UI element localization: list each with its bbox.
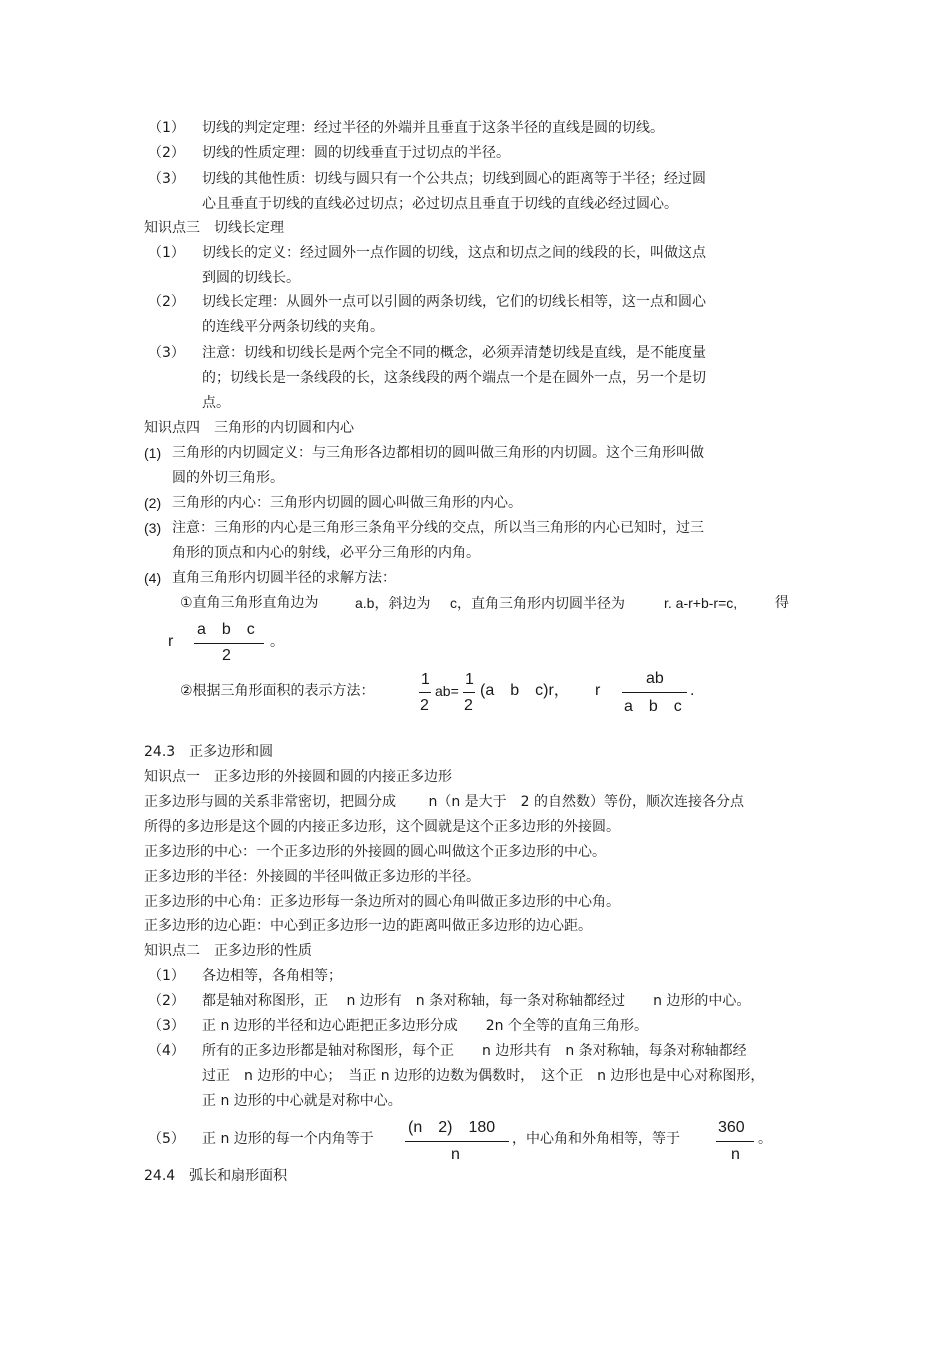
item-text: 都是轴对称图形，正 n 边形有 n 条对称轴，每一条对称轴都经过 n 边形的中心。 bbox=[202, 993, 751, 1009]
method-text: r. a-r+b-r=c, bbox=[664, 595, 738, 611]
item-number: (3) bbox=[144, 520, 162, 536]
method-text: c，直角三角形内切圆半径为 bbox=[450, 595, 625, 611]
item-text: 直角三角形内切圆半径的求解方法： bbox=[172, 570, 396, 586]
item-text-cont: 角形的顶点和内心的射线，必平分三角形的内角。 bbox=[172, 545, 480, 561]
item-text: 切线的其他性质：切线与圆只有一个公共点；切线到圆心的距离等于半径；经过圆 bbox=[202, 171, 706, 187]
method-text: 得 bbox=[775, 595, 789, 611]
paragraph-line: 所得的多边形是这个圆的内接正多边形，这个圆就是这个正多边形的外接圆。 bbox=[144, 819, 620, 835]
item-text-cont: 点。 bbox=[202, 395, 230, 411]
fraction-numerator: 1 bbox=[465, 671, 474, 688]
formula-text: (a b c)r， bbox=[480, 682, 570, 699]
paragraph-line: 正多边形的中心：一个正多边形的外接圆的圆心叫做这个正多边形的中心。 bbox=[144, 844, 606, 860]
fraction-bar bbox=[194, 643, 264, 644]
item-number: （3） bbox=[148, 345, 185, 361]
item-number: （1） bbox=[148, 968, 185, 984]
formula-end: . bbox=[690, 683, 695, 699]
item-number: （3） bbox=[148, 171, 185, 187]
fraction-numerator: ab bbox=[646, 670, 664, 687]
item-text: 注意：三角形的内心是三角形三条角平分线的交点，所以当三角形的内心已知时，过三 bbox=[172, 520, 704, 536]
item-text: 切线长定理：从圆外一点可以引圆的两条切线，它们的切线长相等，这一点和圆心 bbox=[202, 294, 706, 310]
fraction-bar bbox=[622, 692, 687, 693]
item-text-cont: 的；切线长是一条线段的长，这条线段的两个端点一个是在圆外一点，另一个是切 bbox=[202, 370, 706, 386]
item-number: （2） bbox=[148, 993, 185, 1009]
item-text: 切线的判定定理：经过半径的外端并且垂直于这条半径的直线是圆的切线。 bbox=[202, 120, 664, 136]
section-heading: 知识点四 三角形的内切圆和内心 bbox=[144, 420, 354, 436]
item-number: (2) bbox=[144, 495, 162, 511]
item-number: （2） bbox=[148, 294, 185, 310]
section-heading: 知识点二 正多边形的性质 bbox=[144, 943, 312, 959]
method-text: a.b，斜边为 bbox=[355, 595, 431, 611]
item-text: 正 n 边形的半径和边心距把正多边形分成 2n 个全等的直角三角形。 bbox=[202, 1018, 649, 1034]
formula-text: ab= bbox=[435, 683, 459, 699]
formula-var: r bbox=[595, 682, 601, 699]
item-text-cont: 的连线平分两条切线的夹角。 bbox=[202, 319, 384, 335]
fraction-denominator: n bbox=[451, 1146, 460, 1163]
formula-end: 。 bbox=[270, 634, 284, 650]
formula-end: 。 bbox=[758, 1131, 772, 1147]
paragraph-line: 正多边形的边心距：中心到正多边形一边的距离叫做正多边形的边心距。 bbox=[144, 918, 592, 934]
method-text: ①直角三角形直角边为 bbox=[180, 595, 319, 611]
section-heading: 24.4 弧长和扇形面积 bbox=[144, 1168, 288, 1184]
formula-var: r bbox=[168, 633, 174, 650]
fraction-numerator: 360 bbox=[718, 1119, 745, 1136]
item-number: (4) bbox=[144, 570, 162, 586]
paragraph-line: 正多边形的中心角：正多边形每一条边所对的圆心角叫做正多边形的中心角。 bbox=[144, 894, 620, 910]
item-number: （5） bbox=[148, 1131, 185, 1147]
item-text: 各边相等，各角相等； bbox=[202, 968, 342, 984]
item-text: ，中心角和外角相等，等于 bbox=[512, 1131, 680, 1147]
item-text-cont: 到圆的切线长。 bbox=[202, 270, 300, 286]
item-text: 注意：切线和切线长是两个完全不同的概念，必须弄清楚切线是直线，是不能度量 bbox=[202, 345, 706, 361]
item-text: 三角形的内心：三角形内切圆的圆心叫做三角形的内心。 bbox=[172, 495, 522, 511]
item-text: 三角形的内切圆定义：与三角形各边都相切的圆叫做三角形的内切圆。这个三角形叫做 bbox=[172, 445, 704, 461]
fraction-bar bbox=[463, 692, 475, 693]
fraction-bar bbox=[419, 692, 431, 693]
item-number: （3） bbox=[148, 1018, 185, 1034]
fraction-bar bbox=[405, 1141, 509, 1142]
item-number: （1） bbox=[148, 120, 185, 136]
fraction-denominator: 2 bbox=[420, 697, 429, 714]
section-heading: 知识点三 切线长定理 bbox=[144, 220, 284, 236]
item-number: (1) bbox=[144, 445, 162, 461]
fraction-numerator: (n 2) 180 bbox=[408, 1119, 496, 1136]
method-text: ②根据三角形面积的表示方法： bbox=[180, 683, 375, 699]
item-text-cont: 正 n 边形的中心就是对称中心。 bbox=[202, 1093, 402, 1109]
section-heading: 24.3 正多边形和圆 bbox=[144, 744, 274, 760]
item-number: （1） bbox=[148, 245, 185, 261]
section-heading: 知识点一 正多边形的外接圆和圆的内接正多边形 bbox=[144, 769, 452, 785]
item-number: （2） bbox=[148, 145, 185, 161]
item-text-cont: 圆的外切三角形。 bbox=[172, 470, 284, 486]
fraction-bar bbox=[716, 1141, 754, 1142]
fraction-denominator: n bbox=[731, 1146, 740, 1163]
paragraph-line: 正多边形的半径：外接圆的半径叫做正多边形的半径。 bbox=[144, 869, 480, 885]
fraction-denominator: a b c bbox=[624, 698, 682, 715]
item-text-cont: 过正 n 边形的中心； 当正 n 边形的边数为偶数时， 这个正 n 边形也是中心对称图形， bbox=[202, 1068, 765, 1084]
item-number: （4） bbox=[148, 1043, 185, 1059]
item-text: 所有的正多边形都是轴对称图形，每个正 n 边形共有 n 条对称轴，每条对称轴都经 bbox=[202, 1043, 747, 1059]
item-text: 正 n 边形的每一个内角等于 bbox=[202, 1131, 374, 1147]
fraction-numerator: a b c bbox=[197, 621, 255, 638]
item-text: 切线长的定义：经过圆外一点作圆的切线，这点和切点之间的线段的长，叫做这点 bbox=[202, 245, 706, 261]
fraction-denominator: 2 bbox=[464, 697, 473, 714]
item-text: 切线的性质定理：圆的切线垂直于过切点的半径。 bbox=[202, 145, 510, 161]
fraction-denominator: 2 bbox=[222, 647, 231, 664]
item-text-cont: 心且垂直于切线的直线必过切点；必过切点且垂直于切线的直线必经过圆心。 bbox=[202, 196, 678, 212]
fraction-numerator: 1 bbox=[421, 671, 430, 688]
paragraph-line: 正多边形与圆的关系非常密切，把圆分成 n（n 是大于 2 的自然数）等份，顺次连接各分点 bbox=[144, 794, 745, 810]
